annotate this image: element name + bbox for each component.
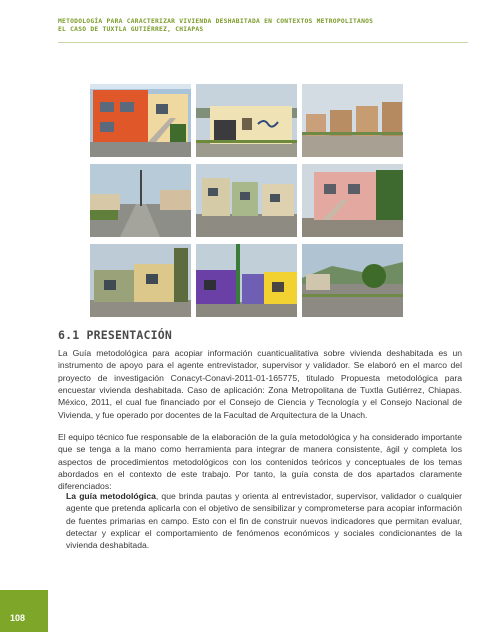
section-title: 6.1 PRESENTACIÓN — [58, 328, 172, 342]
running-header-line-1: METODOLOGÍA PARA CARACTERIZAR VIVIENDA DESHABITADA EN CONTEXTOS METROPOLITANOS — [58, 18, 374, 25]
list-item-guide-term: La guía metodológica — [66, 491, 156, 501]
running-header — [58, 18, 438, 34]
photo-stair-houses — [196, 164, 297, 237]
photo-street-trees — [302, 244, 403, 317]
photo-green-yellow-houses — [90, 244, 191, 317]
running-header-line-2: EL CASO DE TUXTLA GUTIÉRREZ, CHIAPAS — [58, 26, 204, 33]
photo-brick-row — [302, 84, 403, 157]
page-number: 108 — [10, 613, 26, 623]
photo-pink-house — [302, 164, 403, 237]
photo-graffiti-house — [196, 84, 297, 157]
paragraph-2-text: El equipo técnico fue responsable de la elaboración de la guía metodológica y ha considerado importante que se tenga a la mano como herramienta para integrar de manera consistente, ágil y completa los aspectos de procedimientos metodológicos con los contenidos teóricos y conceptuales de los temas abordados en el contexto de este trabajo. Por tanto, la guía consta de dos apartados claramente diferenciados: — [58, 432, 462, 492]
photo-purple-yellow-houses — [196, 244, 297, 317]
header-divider — [58, 42, 468, 43]
paragraph-1-text: La Guía metodológica para acopiar información cuanticualitativa sobre vivienda deshabitada es un instrumento de apoyo para el agente entrevistador, supervisor y validador. Se elaboró en el marco del proyecto de investigación Conacyt-Conavi-2011-01-165775, titulado Propuesta metodológica para encuestar vivienda deshabitada. Caso de aplicación: Zona Metropolitana de Tuxtla Gutiérrez, Chiapas. México, 2011, el cual fue financiado por el Consejo de Ciencia y Tecnología y el Consejo Nacional de Vivienda, y fue operado por docentes de la Facultad de Arquitectura de la Unach. — [58, 348, 462, 420]
page-number-tab — [0, 590, 48, 632]
list-item-guide — [66, 490, 462, 552]
photo-orange-house — [90, 84, 191, 157]
photo-grid — [90, 84, 402, 317]
paragraph-1 — [58, 347, 462, 421]
photo-street-lamppost — [90, 164, 191, 237]
paragraph-2 — [58, 431, 462, 493]
list-item-guide-description: , que brinda pautas y orienta al entrevistador, supervisor, validador o cualquier agente que pretenda aplicarla con el objetivo de sensibilizar y comprometerse para acopiar información de fuentes primarias en campo. Esto con el fin de construir nuevos indicadores que permitan evaluar, detectar y explicar el comportamiento de fenómenos económicos y sociales condicionantes de la vivienda deshabitada. — [66, 491, 462, 551]
